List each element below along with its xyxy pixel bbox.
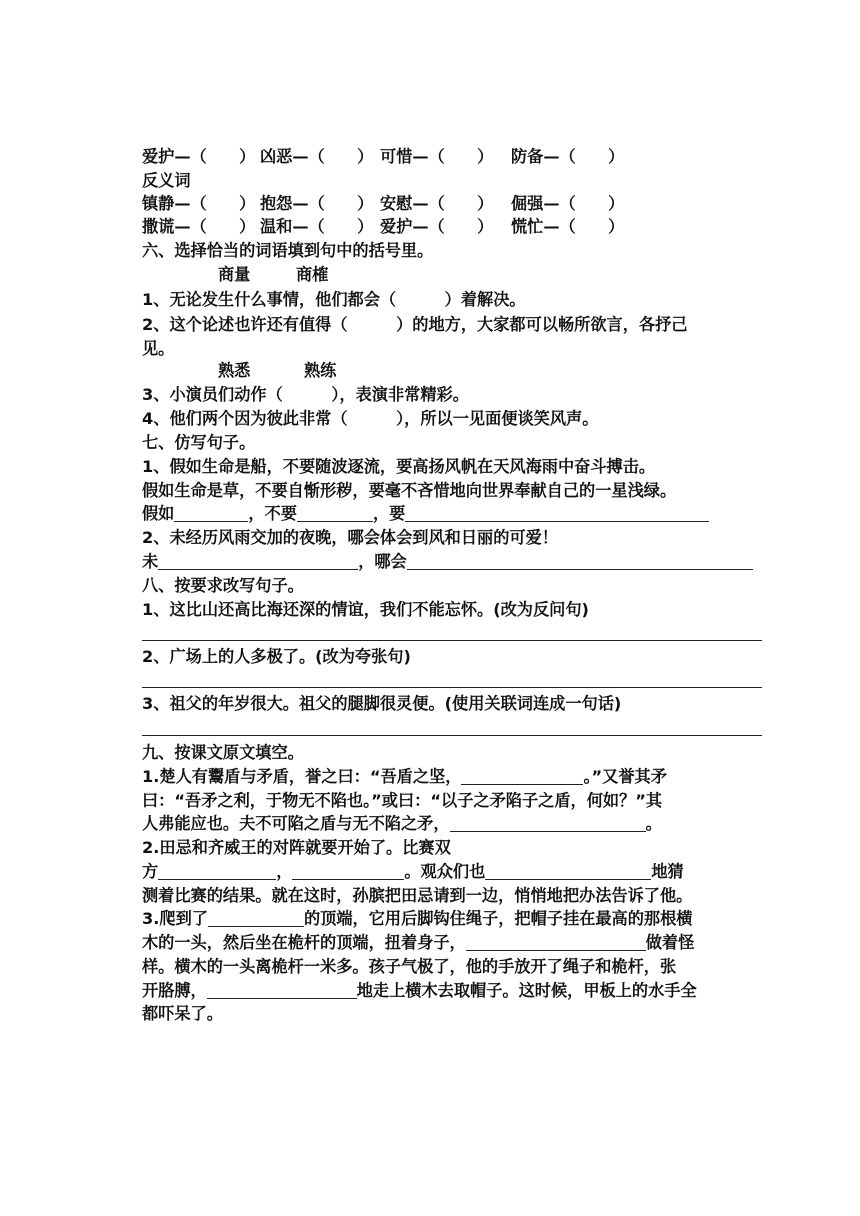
antonym-item: 爱护—（ ） [142,147,256,166]
passage-text: ， [276,862,293,881]
passage-text: 3.爬到了 [142,909,208,928]
antonym-item: 防备—（ ） [511,147,625,166]
antonym-item: 抱怨—（ ） [260,194,374,213]
answer-blank[interactable] [407,551,753,570]
question-6-3: 3、小演员们动作（ ），表演非常精彩。 [142,385,469,404]
passage-3-line-4 [142,979,762,1003]
antonym-item: 可惜—（ ） [380,147,494,166]
passage-text: 1.楚人有鬻盾与矛盾，誉之曰：“吾盾之坚， [142,767,462,786]
passage-text: 开胳膊， [142,981,207,1000]
prompt-text: ，要 [372,504,406,523]
antonym-item: 爱护—（ ） [380,217,494,236]
answer-line[interactable] [142,621,762,645]
passage-2-line-3: 测着比赛的结果。就在这时，孙膑把田忌请到一边，悄悄地把办法告诉了他。 [142,886,693,905]
answer-blank[interactable] [174,503,248,522]
passage-text: 做着怪 [645,933,695,952]
section-6-heading: 六、选择恰当的词语填到句中的括号里。 [142,241,434,260]
answer-blank[interactable] [158,861,276,880]
answer-blank[interactable] [208,908,304,927]
question-7-2: 2、未经历风雨交加的夜晚，哪会体会到风和日丽的可爱！ [142,528,558,547]
section-7-heading: 七、仿写句子。 [142,433,256,452]
passage-1-line-1 [142,765,762,789]
passage-text: 方 [142,862,159,881]
passage-3-line-2 [142,931,762,955]
question-8-3: 3、祖父的年岁很大。祖父的腿脚很灵便。(使用关联词连成一句话) [142,694,622,713]
answer-blank[interactable] [207,980,357,999]
passage-text: 地走上横木去取帽子。这时候，甲板上的水手全 [356,981,697,1000]
answer-blank[interactable] [292,861,404,880]
prompt-text: ，哪会 [358,552,407,571]
antonym-item: 倔强—（ ） [511,194,625,213]
passage-2-line-2 [142,860,762,884]
question-6-1: 1、无论发生什么事情，他们都会（ ）着解决。 [142,290,526,309]
passage-1-line-2: 曰：“吾矛之利，于物无不陷也。”或曰：“以子之矛陷子之盾，何如？”其 [142,791,663,810]
section-8-heading: 八、按要求改写句子。 [142,576,304,595]
antonym-item: 温和—（ ） [260,217,374,236]
answer-blank[interactable] [461,766,583,785]
answer-blank[interactable] [450,813,646,832]
answer-blank[interactable] [158,551,358,570]
passage-text: 。观众们也 [404,862,486,881]
prompt-text: ，不要 [248,504,297,523]
passage-text: 。”又誉其矛 [583,767,667,786]
word-choice: 熟练 [304,361,337,380]
answer-blank[interactable] [405,503,709,522]
word-choice: 熟悉 [218,361,251,380]
answer-blank[interactable] [297,503,373,522]
passage-3-line-5: 都吓呆了。 [142,1004,223,1023]
antonym-item: 凶恶—（ ） [260,147,374,166]
passage-3-line-1 [142,907,762,931]
answer-line[interactable] [142,716,762,740]
passage-text: 。 [645,814,662,833]
fill-line-7-2 [142,550,762,574]
passage-1-line-3 [142,812,762,836]
question-6-4: 4、他们两个因为彼此非常（ ），所以一见面便谈笑风声。 [142,409,599,428]
passage-text: 地猜 [651,862,684,881]
passage-text: 人弗能应也。夫不可陷之盾与无不陷之矛， [142,814,450,833]
antonym-item: 撒谎—（ ） [142,217,256,236]
question-7-1a: 1、假如生命是船，不要随波逐流，要高扬风帆在天风海雨中奋斗搏击。 [142,457,656,476]
word-choice: 商量 [218,265,251,284]
passage-text: 木的一头，然后坐在桅杆的顶端，扭着身子， [142,933,466,952]
prompt-text: 假如 [142,504,175,523]
fill-line-7-1 [142,502,762,526]
question-6-2a: 2、这个论述也许还有值得（ ）的地方，大家都可以畅所欲言，各抒己 [142,315,688,334]
prompt-text: 未 [142,552,159,571]
answer-blank[interactable] [466,932,646,951]
word-choice: 商榷 [296,265,329,284]
answer-line[interactable] [142,668,762,692]
passage-2-line-1: 2.田忌和齐威王的对阵就要开始了。比赛双 [142,838,451,857]
passage-3-line-3: 样。横木的一头离桅杆一米多。孩子气极了，他的手放开了绳子和桅杆，张 [142,957,677,976]
question-6-2b: 见。 [142,339,175,358]
antonym-item: 慌忙—（ ） [511,217,625,236]
antonym-item: 镇静—（ ） [142,194,256,213]
answer-blank[interactable] [485,861,651,880]
passage-text: 的顶端，它用后脚钩住绳子，把帽子挂在最高的那根横 [303,909,693,928]
question-8-2: 2、广场上的人多极了。(改为夸张句) [142,647,411,666]
question-8-1: 1、这比山还高比海还深的情谊，我们不能忘怀。(改为反问句) [142,600,589,619]
question-7-1b: 假如生命是草，不要自惭形秽，要毫不吝惜地向世界奉献自己的一星浅绿。 [142,481,677,500]
antonyms-label: 反义词 [142,171,191,190]
section-9-heading: 九、按课文原文填空。 [142,743,304,762]
antonym-item: 安慰—（ ） [380,194,494,213]
